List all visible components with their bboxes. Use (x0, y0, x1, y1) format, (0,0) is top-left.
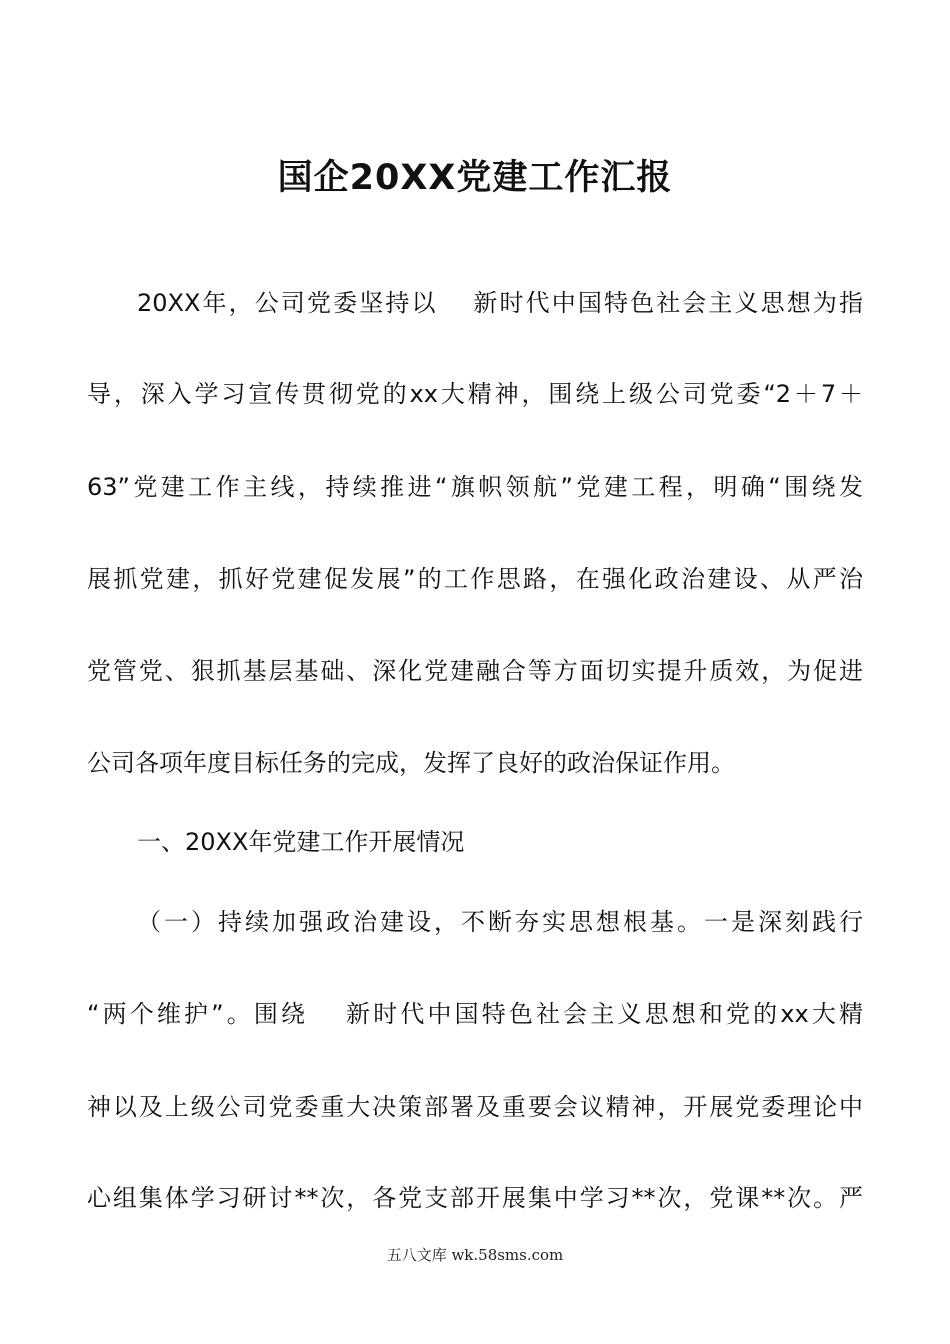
paragraph-line: （一）持续加强政治建设，不断夯实思想根基。一是深刻践行 (137, 908, 863, 936)
paragraph-line: “两个维护”。围绕 新时代中国特色社会主义思想和党的xx大精 (87, 1000, 863, 1028)
paragraph-line: 党管党、狠抓基层基础、深化党建融合等方面切实提升质效，为促进 (87, 657, 863, 685)
paragraph-line: 20XX年，公司党委坚持以 新时代中国特色社会主义思想为指 (137, 289, 863, 317)
paragraph-line: 导，深入学习宣传贯彻党的xx大精神，围绕上级公司党委“2＋7＋ (87, 380, 863, 408)
paragraph-line: 心组集体学习研讨**次，各党支部开展集中学习**次，党课**次。严 (87, 1184, 863, 1212)
document-title: 国企20XX党建工作汇报 (277, 158, 673, 198)
paragraph-line: 公司各项年度目标任务的完成，发挥了良好的政治保证作用。 (87, 749, 735, 777)
paragraph-line: 神以及上级公司党委重大决策部署及重要会议精神，开展党委理论中 (87, 1093, 863, 1121)
paragraph-line: 63”党建工作主线，持续推进“旗帜领航”党建工程，明确“围绕发 (87, 473, 863, 501)
paragraph-line: 展抓党建，抓好党建促发展”的工作思路，在强化政治建设、从严治 (87, 565, 863, 593)
footer-watermark: 五八文库 wk.58sms.com (386, 1246, 564, 1264)
section-heading: 一、20XX年党建工作开展情况 (137, 828, 465, 856)
